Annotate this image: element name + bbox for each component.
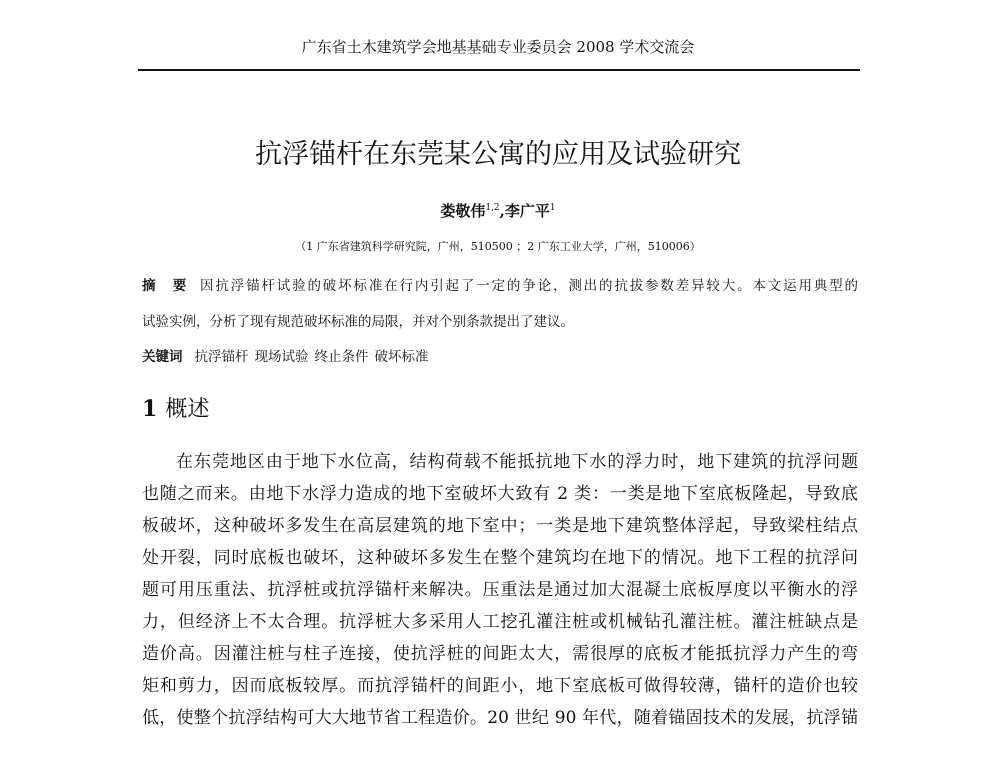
keywords-label: 关键词 [142,349,183,365]
body-line: 造价高。因灌注桩与柱子连接，使抗浮桩的间距太大，需很厚的底板才能抵抗浮力产生的弯 [142,644,858,664]
section-number: 1 [142,396,158,422]
author-name: 娄敬伟 [440,202,486,220]
keyword: 抗浮锚杆 [194,349,249,365]
body-line: 也随之而来。由地下水浮力造成的地下室破坏大致有 2 类：一类是地下室底板隆起，导致底 [142,484,858,504]
header-rule [138,69,860,71]
body-line: 板破坏，这种破坏多发生在高层建筑的地下室中；一类是地下建筑整体浮起，导致梁柱结点 [142,516,858,536]
author-affiliation-mark: 1 [549,203,556,213]
keywords [142,345,435,365]
author-name: 李广平 [504,202,550,220]
body-line: 矩和剪力，因而底板较厚。而抗浮锚杆的间距小，地下室底板可做得较薄，锚杆的造价也较 [142,676,858,696]
body-line: 低，使整个抗浮结构可大大地节省工程造价。20 世纪 90 年代，随着锚固技术的发展，抗浮锚 [142,708,858,728]
paper-title: 抗浮锚杆在东莞某公寓的应用及试验研究 [255,139,741,170]
authors [138,200,858,221]
author-separator: , [499,202,505,220]
keyword: 现场试验 [254,349,309,365]
keyword: 终止条件 [314,349,369,365]
author-affiliation-mark: 1,2 [485,203,500,213]
abstract-line [142,274,858,294]
body-line: 在东莞地区由于地下水位高，结构荷载不能抵抗地下水的浮力时，地下建筑的抗浮问题 [176,452,858,472]
abstract-label: 摘 要 [142,278,189,294]
body-line: 题可用压重法、抗浮桩或抗浮锚杆来解决。压重法是通过加大混凝土底板厚度以平衡水的浮 [142,580,858,600]
affiliation: （1 广东省建筑科学研究院，广州，510500 ；2 广东工业大学，广州，510006） [295,240,701,253]
section-heading [142,392,209,423]
running-header: 广东省土木建筑学会地基基础专业委员会 2008 学术交流会 [301,38,695,56]
section-title: 概述 [165,397,210,422]
abstract-text: 因抗浮锚杆试验的破坏标准在行内引起了一定的争论，测出的抗拔参数差异较大。本文运用典型的 [200,278,859,294]
abstract-line: 试验实例，分析了现有规范破坏标准的局限，并对个别条款提出了建议。 [142,314,574,330]
body-line: 处开裂，同时底板也破坏，这种破坏多发生在整个建筑均在地下的情况。地下工程的抗浮问 [142,548,858,568]
keyword: 破坏标准 [374,349,429,365]
body-line: 力，但经济上不太合理。抗浮桩大多采用人工挖孔灌注桩或机械钻孔灌注桩。灌注桩缺点是 [142,612,858,632]
